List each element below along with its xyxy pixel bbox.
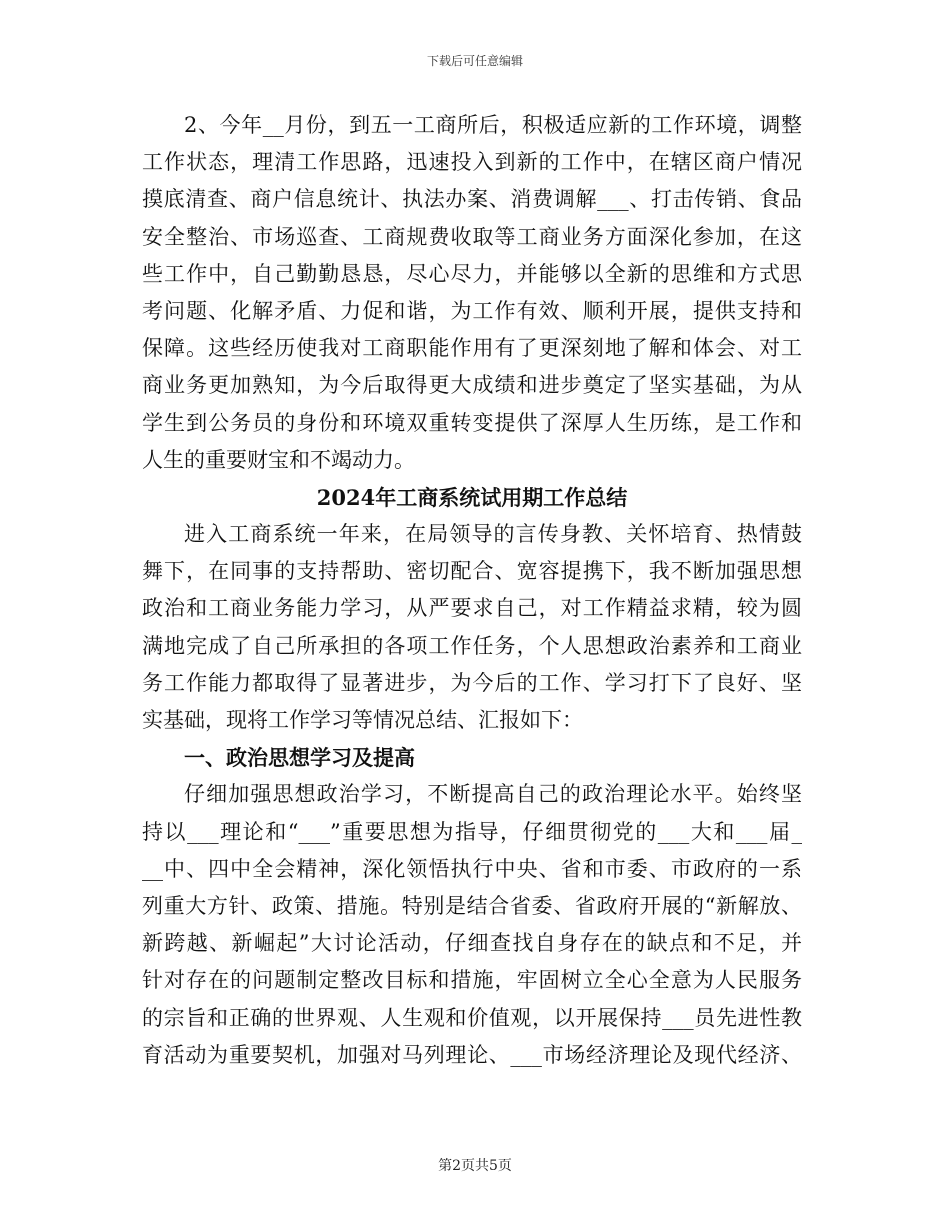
- page-number: 第2页共5页: [438, 1158, 512, 1174]
- paragraph-line: 安全整治、市场巡查、工商规费收取等工商业务方面深化参加，在这: [142, 224, 802, 249]
- document-body: [142, 107, 802, 1074]
- document-title: 2024年工商系统试用期工作总结: [316, 484, 628, 510]
- paragraph-line: 考问题、化解矛盾、力促和谐，为工作有效、顺利开展，提供支持和: [142, 298, 802, 323]
- paragraph-line: 学生到公务员的身份和环境双重转变提供了深厚人生历练，是工作和: [142, 410, 802, 435]
- paragraph-line: 摸底清查、商户信息统计、执法办案、消费调解___、打击传销、食品: [142, 187, 802, 212]
- paragraph-line: 育活动为重要契机，加强对马列理论、___市场经济理论及现代经济、: [142, 1042, 802, 1067]
- section-heading: 一、政治思想学习及提高: [184, 745, 415, 771]
- paragraph-line: 舞下，在同事的支持帮助、密切配合、宽容提携下，我不断加强思想: [142, 559, 802, 584]
- paragraph-line: 务工作能力都取得了显著进步，为今后的工作、学习打下了良好、坚: [142, 670, 802, 695]
- paragraph-line: 进入工商系统一年来，在局领导的言传身教、关怀培育、热情鼓: [184, 522, 802, 547]
- paragraph-line: 人生的重要财宝和不竭动力。: [142, 447, 415, 472]
- paragraph-line: __中、四中全会精神，深化领悟执行中央、省和市委、市政府的一系: [142, 856, 802, 881]
- paragraph-line: 新跨越、新崛起”大讨论活动，仔细查找自身存在的缺点和不足，并: [142, 931, 802, 956]
- paragraph-line: 商业务更加熟知，为今后取得更大成绩和进步奠定了坚实基础，为从: [142, 373, 802, 398]
- paragraph-line: 的宗旨和正确的世界观、人生观和价值观，以开展保持___员先进性教: [142, 1005, 802, 1030]
- paragraph-line: 满地完成了自己所承担的各项工作任务，个人思想政治素养和工商业: [142, 633, 802, 658]
- paragraph-line: 实基础，现将工作学习等情况总结、汇报如下：: [142, 708, 583, 732]
- paragraph-line: 些工作中，自己勤勤恳恳，尽心尽力，并能够以全新的思维和方式思: [142, 261, 802, 286]
- paragraph-line: 持以___理论和“___”重要思想为指导，仔细贯彻党的___大和___届_: [142, 819, 802, 844]
- paragraph-line: 工作状态，理清工作思路，迅速投入到新的工作中，在辖区商户情况: [142, 150, 802, 175]
- page-header-note: 下载后可任意编辑: [426, 54, 523, 68]
- paragraph-line: 列重大方针、政策、措施。特别是结合省委、省政府开展的“新解放、: [142, 893, 802, 918]
- paragraph-line: 针对存在的问题制定整改目标和措施，牢固树立全心全意为人民服务: [142, 968, 802, 993]
- paragraph-line: 政治和工商业务能力学习，从严要求自己，对工作精益求精，较为圆: [142, 596, 802, 621]
- paragraph-line: 保障。这些经历使我对工商职能作用有了更深刻地了解和体会、对工: [142, 336, 802, 361]
- paragraph-line: 2、今年__月份，到五一工商所后，积极适应新的工作环境，调整: [184, 113, 802, 137]
- paragraph-line: 仔细加强思想政治学习，不断提高自己的政治理论水平。始终坚: [184, 782, 802, 807]
